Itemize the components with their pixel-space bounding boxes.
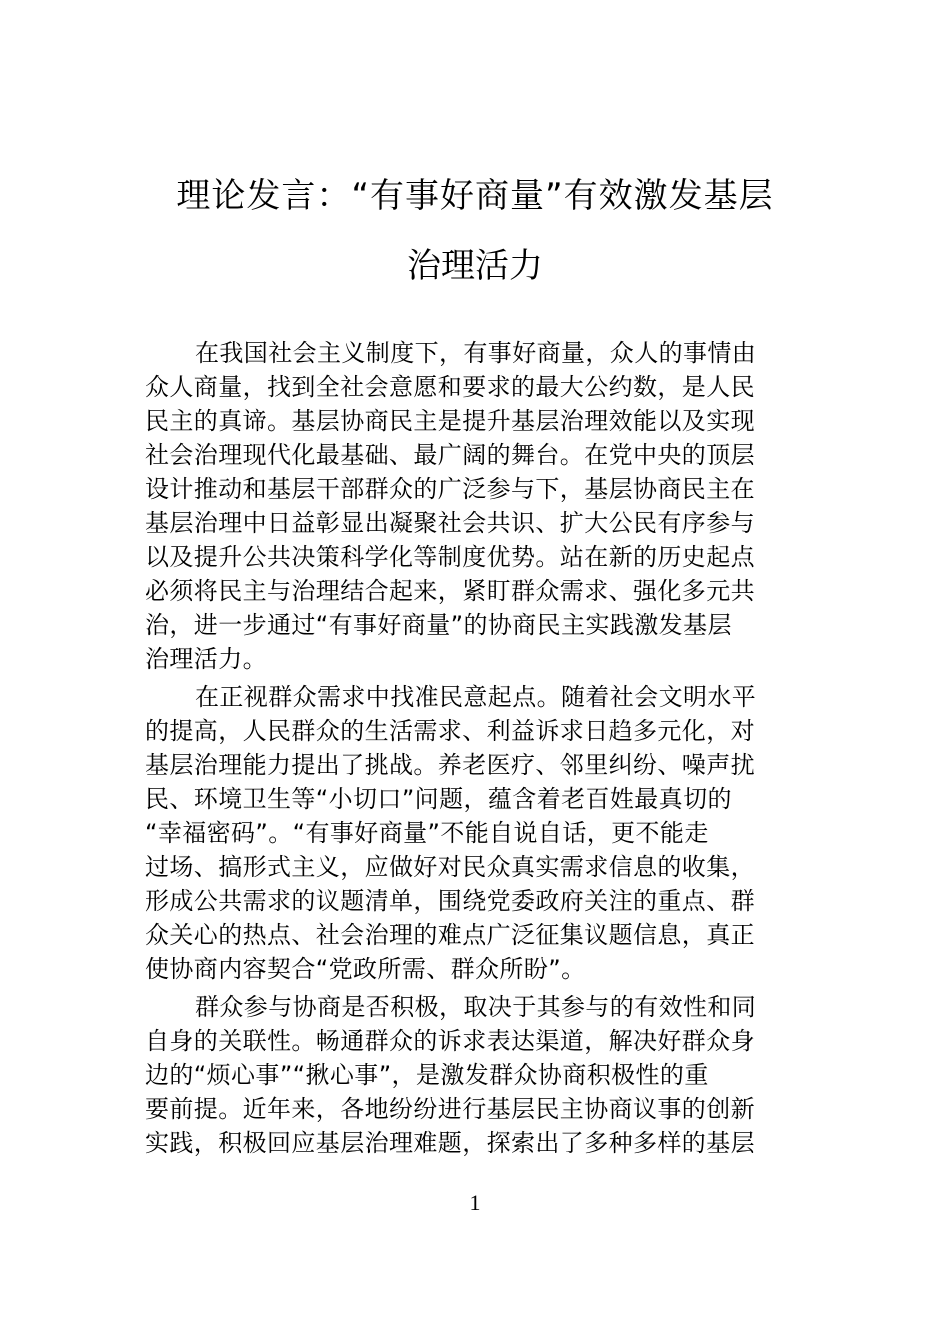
text-line: 形成公共需求的议题清单，围绕党委政府关注的重点、群 <box>145 887 755 915</box>
text-line: 群众参与协商是否积极，取决于其参与的有效性和同 <box>195 993 757 1021</box>
text-line: 在我国社会主义制度下，有事好商量，众人的事情由 <box>195 339 757 367</box>
title-line-2: 治理活力 <box>407 246 543 286</box>
text-line: 众关心的热点、社会治理的难点广泛征集议题信息，真正 <box>145 921 755 949</box>
text-line: 必须将民主与治理结合起来，紧盯群众需求、强化多元共 <box>145 577 755 605</box>
text-line: 治理活力。 <box>145 645 267 673</box>
text-line: 设计推动和基层干部群众的广泛参与下，基层协商民主在 <box>145 475 755 503</box>
text-line: 要前提。近年来，各地纷纷进行基层民主协商议事的创新 <box>145 1095 755 1123</box>
title-line-1: 理论发言：“有事好商量”有效激发基层 <box>176 176 774 216</box>
text-line: 基层治理能力提出了挑战。养老医疗、邻里纠纷、噪声扰 <box>145 751 755 779</box>
text-line: 以及提升公共决策科学化等制度优势。站在新的历史起点 <box>145 543 755 571</box>
text-line: 实践，积极回应基层治理难题，探索出了多种多样的基层 <box>145 1129 755 1157</box>
text-line: 民主的真谛。基层协商民主是提升基层治理效能以及实现 <box>145 407 755 435</box>
text-line: 众人商量，找到全社会意愿和要求的最大公约数，是人民 <box>145 373 755 401</box>
page-number: 1 <box>469 1190 481 1215</box>
text-line: 自身的关联性。畅通群众的诉求表达渠道，解决好群众身 <box>145 1027 755 1055</box>
text-line: 民、环境卫生等“小切口”问题，蕴含着老百姓最真切的 <box>145 785 732 813</box>
text-line: 治，进一步通过“有事好商量”的协商民主实践激发基层 <box>145 611 732 639</box>
text-line: 在正视群众需求中找准民意起点。随着社会文明水平 <box>195 683 757 711</box>
text-line: 社会治理现代化最基础、最广阔的舞台。在党中央的顶层 <box>145 441 755 469</box>
text-line: 边的“烦心事”“揪心事”，是激发群众协商积极性的重 <box>145 1061 709 1089</box>
text-line: 基层治理中日益彰显出凝聚社会共识、扩大公民有序参与 <box>145 509 755 537</box>
text-line: 的提高，人民群众的生活需求、利益诉求日趋多元化，对 <box>145 717 755 745</box>
text-line: 过场、搞形式主义，应做好对民众真实需求信息的收集， <box>145 853 755 881</box>
text-line: 使协商内容契合“党政所需、群众所盼”。 <box>145 955 586 983</box>
text-line: “幸福密码”。“有事好商量”不能自说自话，更不能走 <box>145 819 709 847</box>
